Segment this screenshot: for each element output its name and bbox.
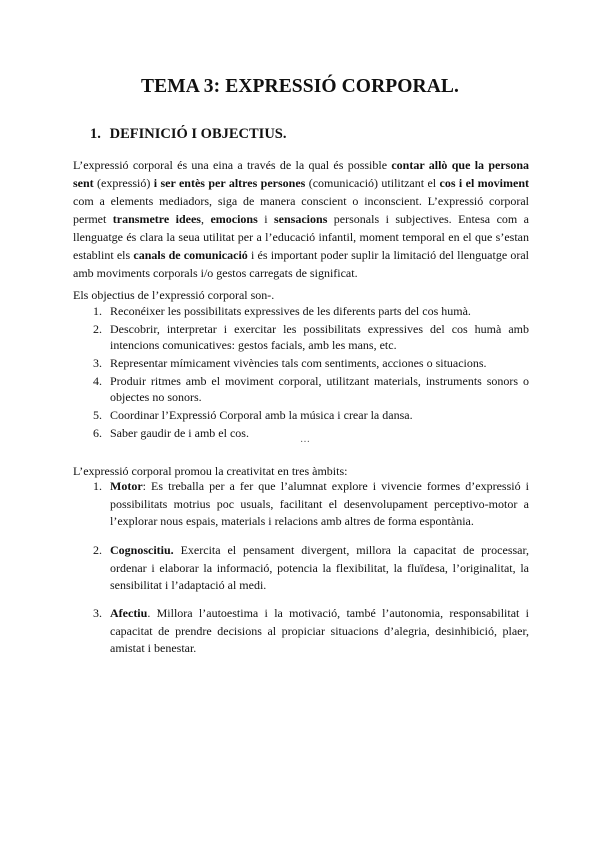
definition-text: , (200, 212, 211, 226)
list-item-number: 1. (93, 304, 102, 318)
definition-text: i (257, 212, 275, 226)
list-item-number: 4. (93, 374, 102, 388)
area-name: Motor (110, 479, 143, 493)
area-description: . Millora l’autoestima i la motivació, també l’autonomia, responsabilitat i capacitat de prendre decisions al propiciar situacions d’alegria, desinhibició, plaer, amistat i benestar. (110, 606, 529, 655)
list-item-number: 6. (93, 426, 102, 440)
list-item-text: Produir ritmes amb el moviment corporal, utilitzant materials, instruments sonors o objectes no sonors. (110, 374, 529, 404)
ellipsis-mark: … (300, 434, 310, 445)
section-number: 1. (90, 126, 101, 142)
list-item-number: 3. (93, 356, 102, 370)
area-description: Exercita el pensament divergent, millora la capacitat de processar, ordenar i elaborar la informació, potencia la flexibilitat, la fluïdesa, l’originalitat, la sensibilitat i l’adaptació al medi. (110, 543, 529, 592)
definition-paragraph (73, 156, 529, 282)
objectives-list (73, 303, 529, 443)
area-number: 2. (93, 543, 102, 557)
list-item-text: Coordinar l’Expressió Corporal amb la música i crear la dansa. (110, 408, 413, 422)
list-item (73, 355, 529, 371)
area-item-afectiu (73, 605, 529, 658)
section-heading (90, 126, 287, 143)
section-heading-text: DEFINICIÓ I OBJECTIUS. (109, 126, 287, 142)
definition-bold-text: sensacions (274, 212, 328, 226)
area-text (110, 542, 529, 595)
area-description: : Es treballa per a fer que l’alumnat explore i vivencie formes d’expressió i possibilitats motrius poc usuals, facilitant el desenvolupament perceptivo-motor a l’explorar nous espais, materials i relacions amb altres de forma espontània. (110, 479, 529, 528)
page-title: TEMA 3: EXPRESSIÓ CORPORAL. (141, 76, 459, 97)
area-item-cognoscitiu (73, 542, 529, 595)
list-item-text: Reconéixer les possibilitats expressives de les diferents parts del cos humà. (110, 304, 471, 318)
objectives-intro: Els objectius de l’expressió corporal son-. (73, 288, 275, 302)
list-item-number: 2. (93, 322, 102, 336)
definition-bold-text: canals de comunicació (133, 248, 248, 262)
list-item-number: 5. (93, 408, 102, 422)
area-number: 1. (93, 479, 102, 493)
definition-text: L’expressió corporal és una eina a través de la qual és possible (73, 158, 392, 172)
list-item (73, 321, 529, 353)
list-item-text: Representar mímicament vivències tals com sentiments, acciones o situacions. (110, 356, 487, 370)
list-item-text: Saber gaudir de i amb el cos. (110, 426, 249, 440)
area-item-motor (73, 478, 529, 531)
definition-bold-text: cos i el moviment (439, 176, 529, 190)
definition-bold-text: contar allò que la persona sent (73, 158, 529, 190)
definition-text: personals i subjectives. Entesa com a llenguatge és clara la seua utilitat per a l’educació infantil, moment temporal en el que s’estan establint els (73, 212, 530, 262)
area-text (110, 478, 529, 531)
definition-bold-text: emocions (210, 212, 258, 226)
area-text (110, 605, 529, 658)
list-item-text: Descobrir, interpretar i exercitar les possibilitats expressives del cos humà amb intencions comunicatives: gestos facials, amb les mans, etc. (110, 322, 529, 352)
definition-bold-text: i ser entès per altres persones (153, 176, 306, 190)
definition-text: i és important poder suplir la limitació del llenguatge oral amb moviments corporals i/o gestos carregats de significat. (73, 248, 529, 280)
definition-bold-text: transmetre idees (112, 212, 201, 226)
list-item (73, 373, 529, 405)
areas-intro: L’expressió corporal promou la creativitat en tres àmbits: (73, 464, 348, 478)
list-item (73, 407, 529, 423)
definition-text: (expressió) (93, 176, 154, 190)
list-item (73, 303, 529, 319)
definition-text: com a elements mediadors, siga de manera conscient o inconscient. L’expressió corporal permet (73, 194, 529, 226)
area-name: Afectiu (110, 606, 148, 620)
area-number: 3. (93, 606, 102, 620)
area-name: Cognoscitiu. (110, 543, 174, 557)
definition-text: (comunicació) utilitzant el (305, 176, 440, 190)
